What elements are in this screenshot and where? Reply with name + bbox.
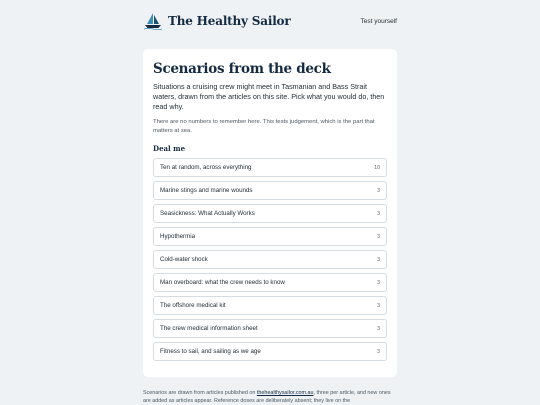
deal-item-fitness[interactable] (153, 342, 387, 361)
sailboat-logo-icon (143, 12, 163, 30)
site-header (143, 10, 397, 32)
deal-item-label: Seasickness: What Actually Works (160, 210, 255, 217)
deal-item-label: Fitness to sail, and sailing as we age (160, 348, 261, 355)
deal-item-random[interactable] (153, 158, 387, 177)
deal-item-count: 10 (374, 164, 380, 171)
deal-item-label: The crew medical information sheet (160, 325, 258, 332)
test-yourself-link[interactable]: Test yourself (360, 17, 397, 25)
deal-item-label: Ten at random, across everything (160, 164, 252, 171)
deal-item-cold-water-shock[interactable] (153, 250, 387, 269)
deal-item-seasickness[interactable] (153, 204, 387, 223)
brand[interactable] (143, 12, 290, 30)
deal-item-count: 3 (377, 348, 380, 355)
deal-item-count: 3 (377, 256, 380, 263)
deal-list (153, 158, 387, 361)
site-link[interactable]: thehealthysailor.com.au (256, 390, 314, 396)
deal-item-count: 3 (377, 233, 380, 240)
deal-item-count: 3 (377, 279, 380, 286)
deal-item-label: Man overboard: what the crew needs to know (160, 279, 285, 286)
deal-item-count: 3 (377, 187, 380, 194)
intro-text: Situations a cruising crew might meet in Tasmanian and Bass Strait waters, drawn from the articles on this site. Pick what you would do, then read why. (153, 82, 385, 111)
scenarios-card (143, 49, 397, 377)
deal-item-man-overboard[interactable] (153, 273, 387, 292)
deal-item-hypothermia[interactable] (153, 227, 387, 246)
deal-item-medical-sheet[interactable] (153, 319, 387, 338)
deal-item-label: Hypothermia (160, 233, 196, 240)
deal-item-label: Marine stings and marine wounds (160, 187, 253, 194)
deal-item-label: Cold-water shock (160, 256, 208, 263)
deal-item-count: 3 (377, 302, 380, 309)
footer-text-before: Scenarios are drawn from articles published on (143, 390, 257, 396)
footer-text (143, 390, 397, 405)
note-text: There are no numbers to remember here. This tests judgement, which is the part that matters at sea. (153, 119, 375, 134)
deal-item-count: 3 (377, 210, 380, 217)
deal-me-heading: Deal me (153, 144, 186, 153)
deal-item-marine-stings[interactable] (153, 181, 387, 200)
deal-item-count: 3 (377, 325, 380, 332)
page-title: Scenarios from the deck (153, 61, 331, 77)
brand-name: The Healthy Sailor (168, 14, 291, 28)
footer-text-after: , three per article, and new ones are added as articles appear. Reference doses are deliberately absent; they live on the (143, 390, 391, 404)
deal-item-medical-kit[interactable] (153, 296, 387, 315)
deal-item-label: The offshore medical kit (160, 302, 226, 309)
